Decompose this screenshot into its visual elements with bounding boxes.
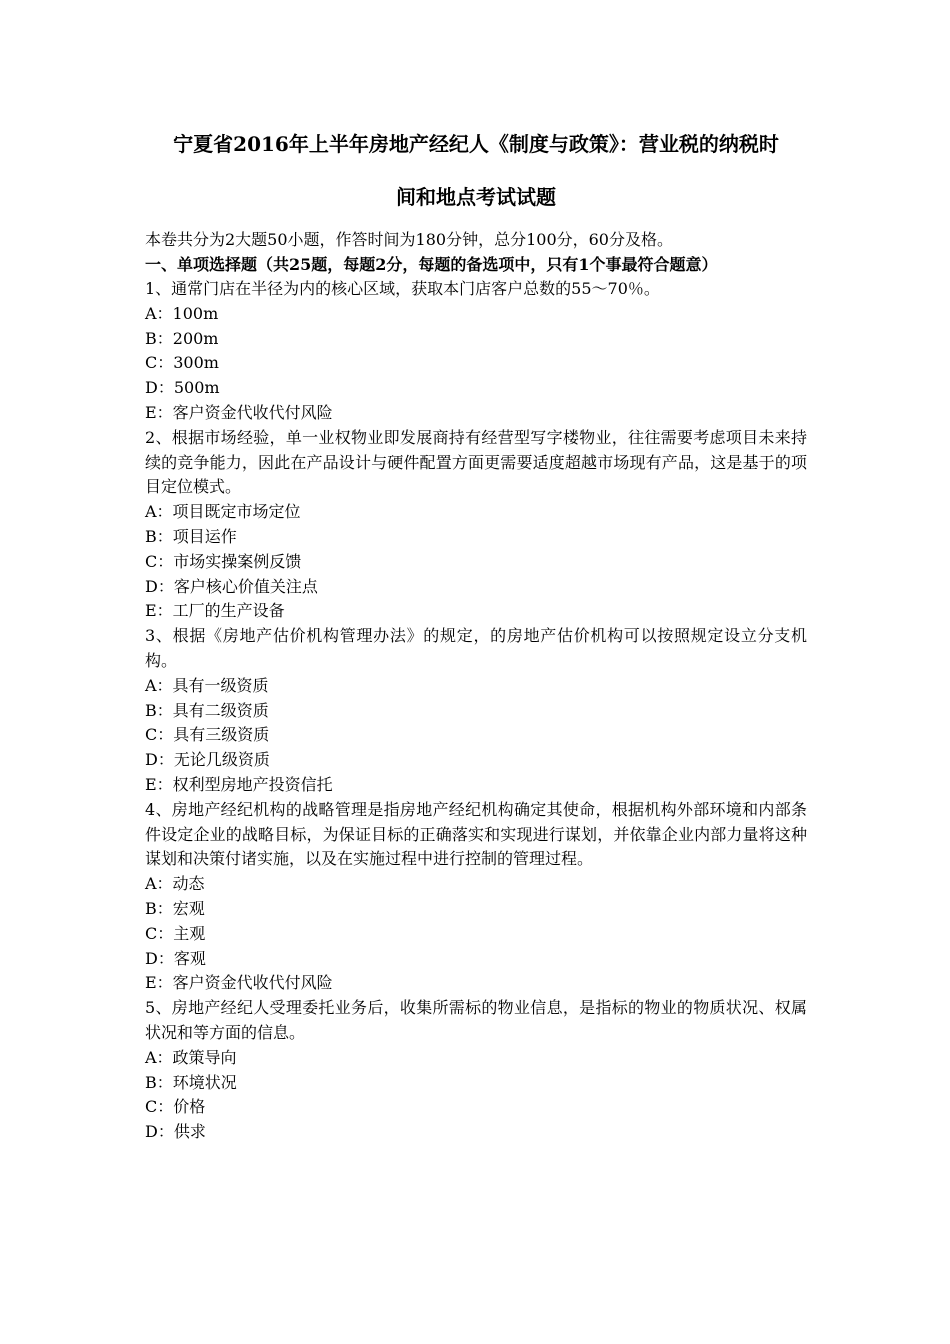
question-text: 5、房地产经纪人受理委托业务后，收集所需标的物业信息，是指标的物业的物质状况、权属状况和等方面的信息。 xyxy=(145,998,807,1042)
option-item: C：具有三级资质 xyxy=(145,725,270,745)
option-item: D：客户核心价值关注点 xyxy=(145,576,318,596)
question-block xyxy=(145,798,807,996)
option-item: B：宏观 xyxy=(145,898,205,918)
exam-intro: 本卷共分为2大题50小题，作答时间为180分钟，总分100分，60分及格。 xyxy=(145,230,673,249)
option-item: A：100m xyxy=(145,303,219,323)
question-text: 1、通常门店在半径为内的核心区域，获取本门店客户总数的55～70％。 xyxy=(145,279,660,298)
question-block xyxy=(145,996,807,1145)
section-heading: 一、单项选择题（共25题，每题2分，每题的备选项中，只有1个事最符合题意） xyxy=(145,255,718,274)
option-item: E：权利型房地产投资信托 xyxy=(145,774,333,794)
option-item: C：300m xyxy=(145,353,219,373)
question-block xyxy=(145,277,807,426)
option-item: C：市场实操案例反馈 xyxy=(145,551,302,571)
option-item: A：动态 xyxy=(145,874,205,894)
question-text: 3、根据《房地产估价机构管理办法》的规定，的房地产估价机构可以按照规定设立分支机构。 xyxy=(145,626,807,670)
option-item: B：项目运作 xyxy=(145,526,237,546)
option-item: E：工厂的生产设备 xyxy=(145,601,285,621)
document-page xyxy=(145,118,807,1145)
option-item: B：200m xyxy=(145,328,219,348)
option-item: D：500m xyxy=(145,378,220,398)
option-item: A：项目既定市场定位 xyxy=(145,502,301,522)
document-title-line-1: 宁夏省2016年上半年房地产经纪人《制度与政策》：营业税的纳税时 xyxy=(173,132,779,156)
option-item: B：环境状况 xyxy=(145,1072,237,1092)
option-item: B：具有二级资质 xyxy=(145,700,269,720)
question-block xyxy=(145,624,807,798)
option-item: D：客观 xyxy=(145,948,206,968)
option-item: A：政策导向 xyxy=(145,1047,237,1067)
option-item: A：具有一级资质 xyxy=(145,675,269,695)
question-text: 4、房地产经纪机构的战略管理是指房地产经纪机构确定其使命，根据机构外部环境和内部条件设定企业的战略目标，为保证目标的正确落实和实现进行谋划，并依靠企业内部力量将这种谋划和决策付诸实施，以及在实施过程中进行控制的管理过程。 xyxy=(145,799,807,869)
option-item: E：客户资金代收代付风险 xyxy=(145,973,333,993)
question-block xyxy=(145,426,807,624)
option-item: C：主观 xyxy=(145,923,206,943)
option-item: C：价格 xyxy=(145,1097,206,1117)
option-item: D：供求 xyxy=(145,1122,206,1142)
document-title-line-2: 间和地点考试试题 xyxy=(396,185,556,209)
option-item: E：客户资金代收代付风险 xyxy=(145,402,333,422)
option-item: D：无论几级资质 xyxy=(145,750,270,770)
question-text: 2、根据市场经验，单一业权物业即发展商持有经营型写字楼物业，往往需要考虑项目未来持续的竞争能力，因此在产品设计与硬件配置方面更需要适度超越市场现有产品，这是基于的项目定位模式。 xyxy=(145,427,807,497)
